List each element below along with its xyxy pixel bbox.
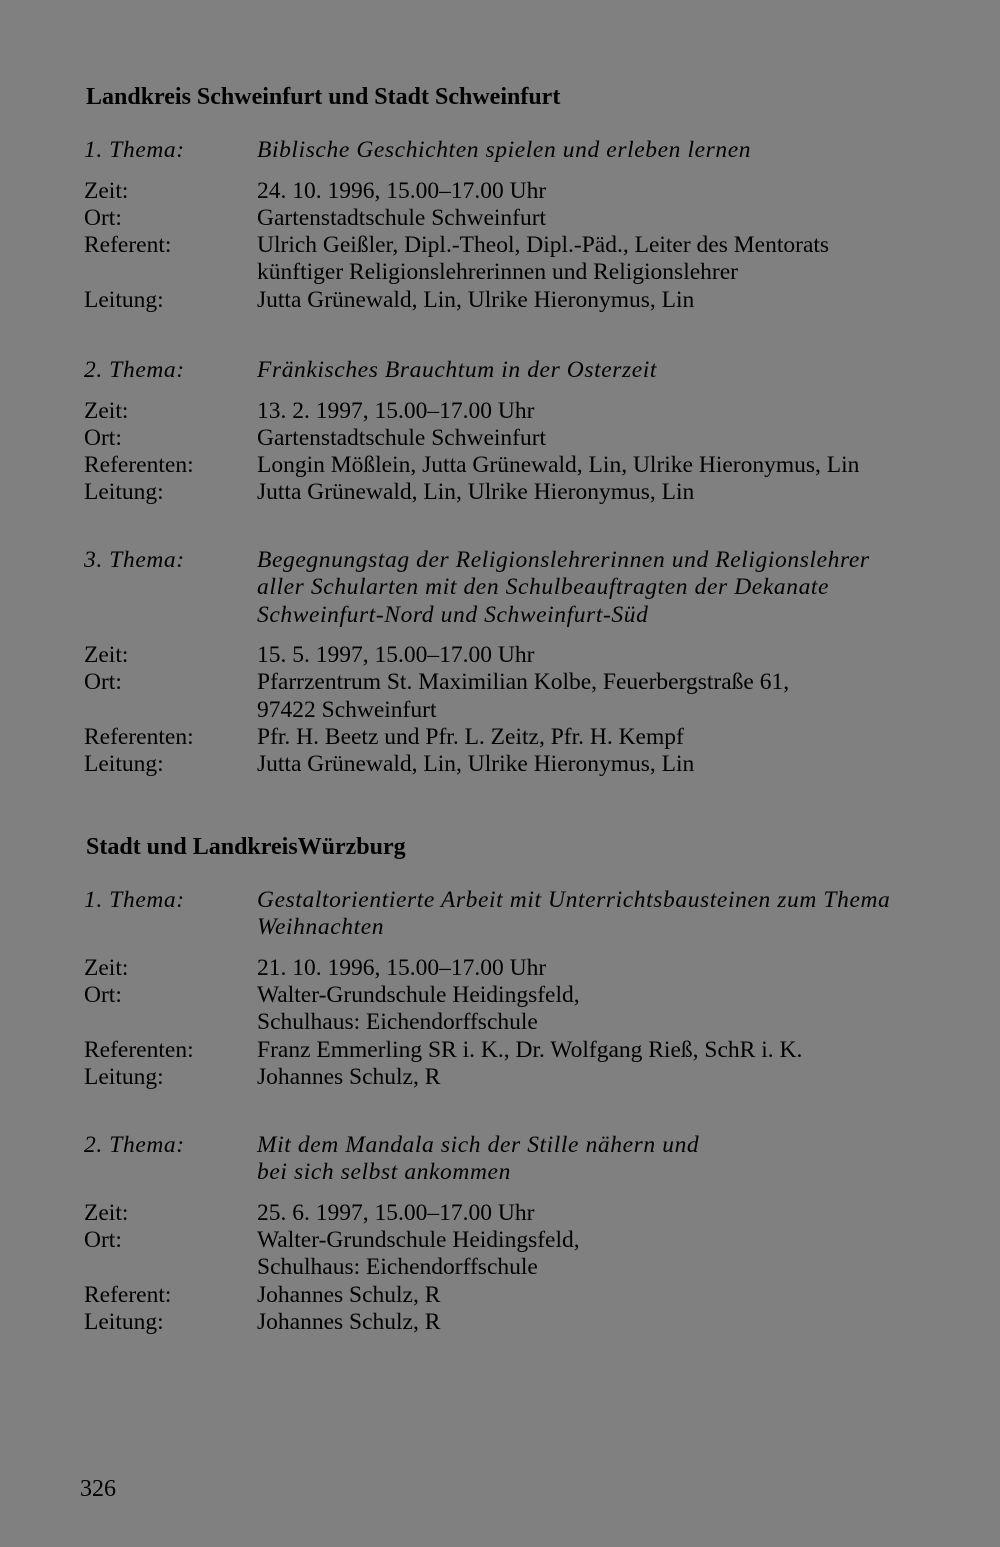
theme-title-line: Weihnachten [257, 914, 385, 941]
detail-label: Referent: [84, 1281, 172, 1308]
theme-label: 2. Thema: [84, 357, 185, 383]
section-heading: Stadt und LandkreisWürzburg [86, 834, 406, 860]
theme-title-line: Gestaltorientierte Arbeit mit Unterrichtsbausteinen zum Thema [257, 887, 891, 913]
detail-value-line: 13. 2. 1997, 15.00–17.00 Uhr [257, 397, 535, 424]
detail-value-line: Pfarrzentrum St. Maximilian Kolbe, Feuerbergstraße 61, [257, 669, 790, 696]
detail-value-line: Gartenstadtschule Schweinfurt [257, 424, 547, 451]
detail-value-line: Jutta Grünewald, Lin, Ulrike Hieronymus, Lin [257, 479, 695, 506]
detail-label: Referenten: [84, 452, 194, 479]
detail-value-line: Johannes Schulz, R [257, 1281, 441, 1308]
detail-value-line: Johannes Schulz, R [257, 1309, 441, 1335]
detail-value-line: Gartenstadtschule Schweinfurt [257, 204, 547, 231]
detail-value-line: Pfr. H. Beetz und Pfr. L. Zeitz, Pfr. H. Kempf [257, 724, 684, 750]
detail-value-line: künftiger Religionslehrerinnen und Religionslehrer [257, 259, 738, 286]
detail-value-line: Jutta Grünewald, Lin, Ulrike Hieronymus, Lin [257, 751, 695, 778]
detail-label: Referenten: [84, 1036, 194, 1063]
detail-label: Zeit: [84, 954, 129, 981]
detail-label: Zeit: [84, 1199, 129, 1226]
detail-label: Zeit: [84, 177, 129, 204]
detail-value-line: Walter-Grundschule Heidingsfeld, [257, 1227, 580, 1254]
detail-label: Referenten: [84, 724, 194, 750]
detail-label: Ort: [84, 669, 122, 696]
detail-label: Leitung: [84, 286, 164, 313]
detail-label: Ort: [84, 204, 122, 231]
detail-value-line: Longin Mößlein, Jutta Grünewald, Lin, Ulrike Hieronymus, Lin [257, 452, 860, 479]
detail-label: Ort: [84, 982, 122, 1009]
detail-label: Leitung: [84, 1309, 164, 1335]
detail-value-line: Walter-Grundschule Heidingsfeld, [257, 982, 580, 1009]
detail-label: Zeit: [84, 642, 129, 669]
detail-value-line: 25. 6. 1997, 15.00–17.00 Uhr [257, 1199, 535, 1226]
detail-label: Ort: [84, 424, 122, 451]
theme-title-line: bei sich selbst ankommen [257, 1159, 511, 1186]
detail-value-line: Jutta Grünewald, Lin, Ulrike Hieronymus, Lin [257, 286, 695, 313]
detail-value-line: Franz Emmerling SR i. K., Dr. Wolfgang Rieß, SchR i. K. [257, 1036, 803, 1063]
theme-title-line: Mit dem Mandala sich der Stille nähern und [257, 1132, 700, 1158]
detail-label: Leitung: [84, 1064, 164, 1090]
detail-value-line: Schulhaus: Eichendorffschule [257, 1254, 538, 1281]
detail-value-line: Ulrich Geißler, Dipl.-Theol, Dipl.-Päd., Leiter des Mentorats [257, 232, 830, 259]
detail-value-line: 15. 5. 1997, 15.00–17.00 Uhr [257, 642, 535, 669]
theme-title-line: Schweinfurt-Nord und Schweinfurt-Süd [257, 601, 649, 628]
detail-value-line: 97422 Schweinfurt [257, 696, 437, 723]
detail-label: Referent: [84, 232, 172, 259]
section-heading: Landkreis Schweinfurt und Stadt Schweinfurt [86, 84, 561, 110]
theme-title-line: aller Schularten mit den Schulbeauftragten der Dekanate [257, 574, 830, 601]
theme-title-line: Begegnungstag der Religionslehrerinnen und Religionslehrer [257, 547, 870, 573]
theme-label: 1. Thema: [84, 887, 185, 913]
theme-label: 1. Thema: [84, 137, 185, 163]
detail-value-line: 24. 10. 1996, 15.00–17.00 Uhr [257, 177, 547, 204]
detail-label: Leitung: [84, 751, 164, 778]
detail-value-line: Johannes Schulz, R [257, 1064, 441, 1090]
page-number: 326 [80, 1476, 116, 1502]
detail-label: Ort: [84, 1227, 122, 1254]
detail-label: Zeit: [84, 397, 129, 424]
detail-value-line: 21. 10. 1996, 15.00–17.00 Uhr [257, 954, 547, 981]
theme-label: 2. Thema: [84, 1132, 185, 1158]
theme-title-line: Fränkisches Brauchtum in der Osterzeit [257, 357, 658, 383]
detail-label: Leitung: [84, 479, 164, 506]
theme-title-line: Biblische Geschichten spielen und erleben lernen [257, 137, 752, 163]
theme-label: 3. Thema: [84, 547, 185, 573]
detail-value-line: Schulhaus: Eichendorffschule [257, 1009, 538, 1036]
